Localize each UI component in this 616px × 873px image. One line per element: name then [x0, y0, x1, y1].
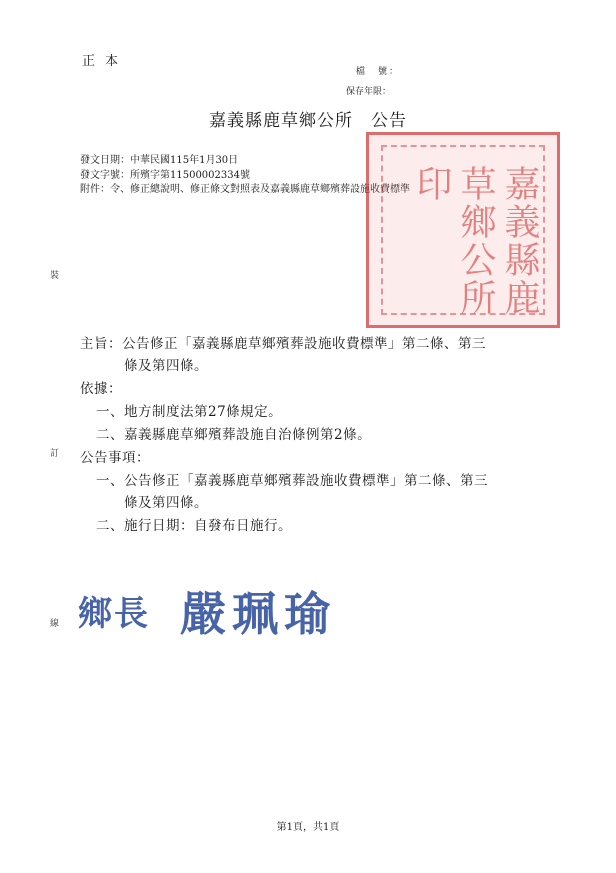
signature-stamp — [74, 574, 374, 640]
basis-item-1: 一、地方制度法第27條規定。 — [96, 404, 283, 420]
basis-item-2: 二、嘉義縣鹿草鄉殯葬設施自治條例第2條。 — [96, 427, 372, 443]
attachments: 附件：令、修正總說明、修正條文對照表及嘉義縣鹿草鄉殯葬設施收費標準 — [80, 184, 410, 195]
notice-item-2: 二、施行日期：自發布日施行。 — [96, 518, 292, 534]
notice-heading: 公告事項： — [80, 450, 150, 466]
notice-item-1-line-2: 條及第四條。 — [124, 495, 208, 511]
archive-number-label: 檔 號： — [356, 67, 401, 77]
binding-mark-bottom: 線 — [50, 619, 60, 629]
retention-period-label: 保存年限： — [346, 87, 392, 97]
signature-title: 鄉長 — [78, 594, 150, 634]
binding-mark-top: 裝 — [50, 271, 60, 281]
notice-item-1-line-1: 一、公告修正「嘉義縣鹿草鄉殯葬設施收費標準」第二條、第三 — [96, 473, 488, 489]
issue-number: 發文字號：所殯字第11500002334號 — [80, 170, 250, 181]
subject-line-2: 條及第四條。 — [124, 358, 208, 374]
official-seal — [366, 132, 560, 328]
signature-name: 嚴珮瑜 — [180, 587, 336, 641]
subject-line-1: 主旨：公告修正「嘉義縣鹿草鄉殯葬設施收費標準」第二條、第三 — [80, 336, 486, 352]
document-title: 嘉義縣鹿草鄉公所 公告 — [209, 111, 407, 131]
basis-heading: 依據： — [80, 381, 122, 397]
issue-date: 發文日期：中華民國115年1月30日 — [80, 155, 239, 166]
binding-mark-middle: 訂 — [50, 449, 60, 459]
copy-mark: 正本 — [82, 54, 129, 69]
page-number: 第1頁，共1頁 — [276, 822, 340, 833]
seal-text: 嘉義縣鹿草鄉公所印 — [411, 165, 540, 317]
